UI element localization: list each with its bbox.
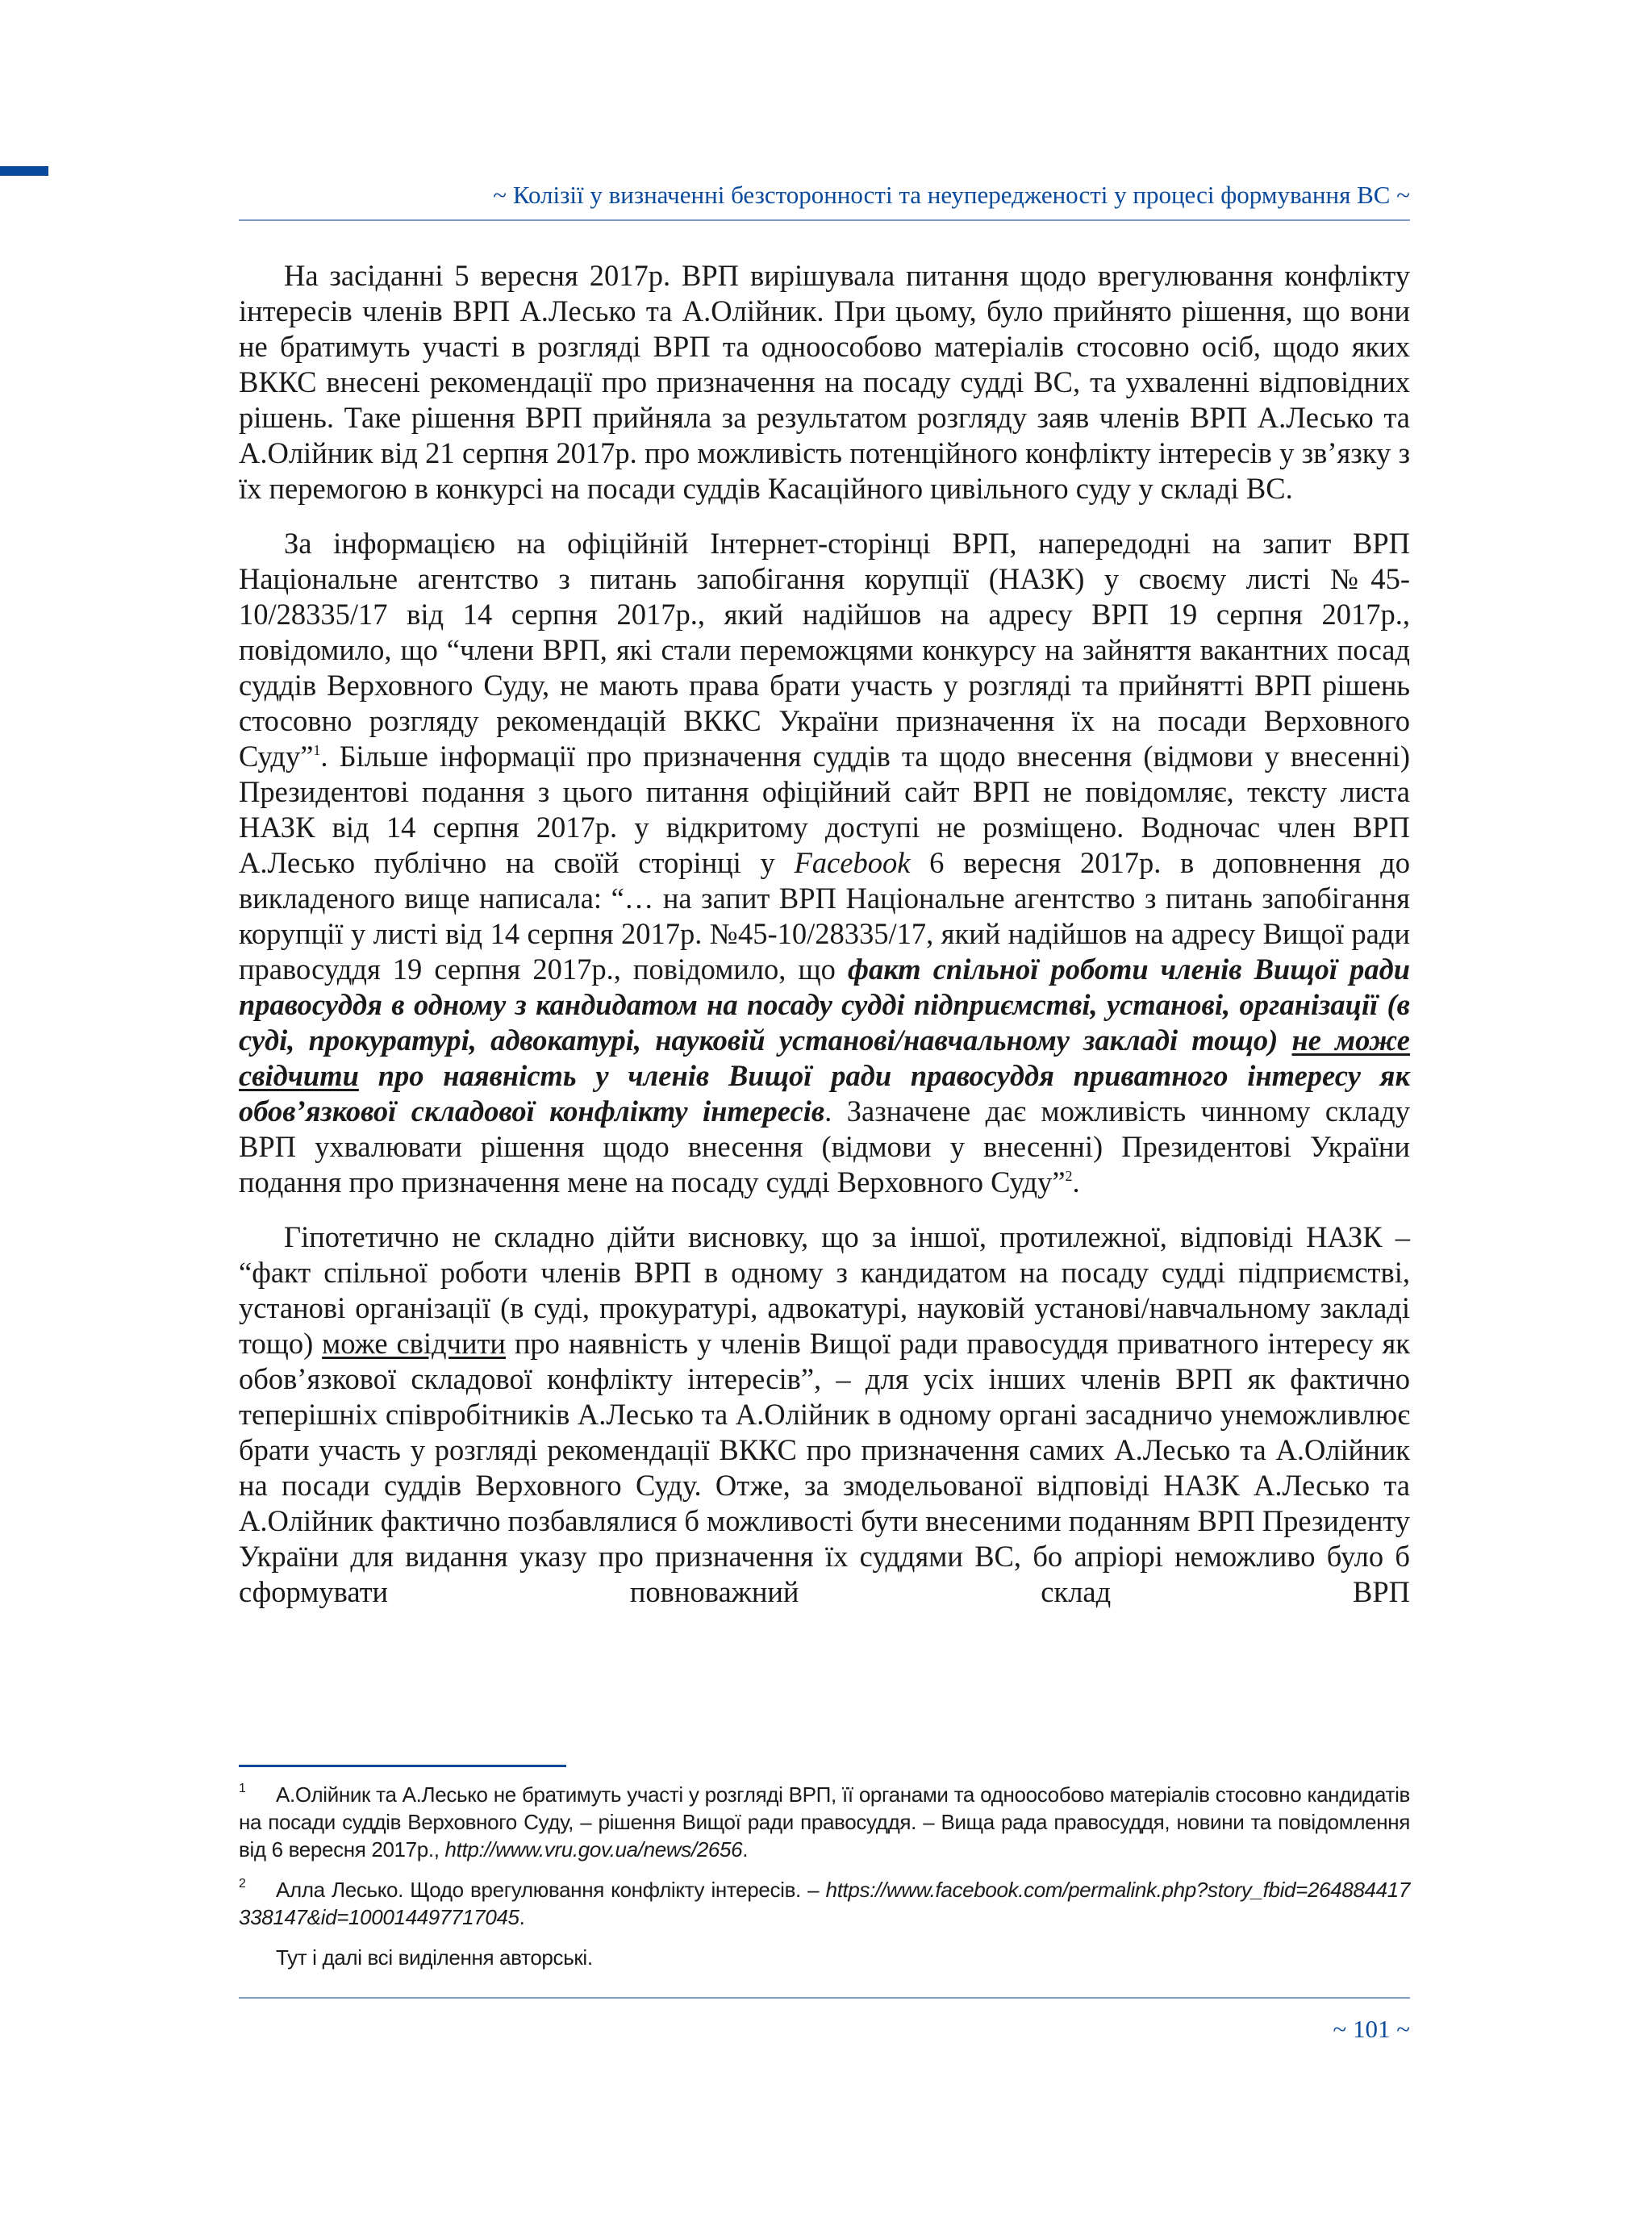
emphasis-note: Тут і далі всі виділення авторські. — [276, 1945, 593, 1970]
emphasis-underlined: не може свідчити — [239, 1024, 1410, 1092]
footnote-2-link[interactable]: https://www.facebook.com/permalink.php?story_fbid=264884417338147&id=100014497717045 — [239, 1878, 1410, 1929]
paragraph-2: За інформацією на офіційній Інтернет-сторінці ВРП, напередодні на запит ВРП Національне агентство з питань запобігання корупції (НАЗК) у своєму листі №45-10/28335/17 від 14 серпня 2017р., який надійшов на адресу ВРП 19 серпня 2017р., повідомило, що “члени ВРП, які стали переможцями конкурсу на зайняття вакантних посад суддів Верховного Суду, не мають права брати участь у розгляді та прийнятті ВРП рішень стосовно розгляду рекомендацій ВККС України призначення їх на посади Верховного Суду”$^1$. Більше інформації про призначення суддів та щодо внесення (відмови у внесенні) Президентові подання з цього питання офіційний сайт ВРП не повідомляє, тексту листа НАЗК від 14 серпня 2017р. у відкритому доступі не розміщено. Водночас член ВРП А.Лесько публічно на своїй сторінці у Facebook 6 вересня 2017р. в доповнення до викладеного вище написала: “… на запит ВРП Національне агентство з питань запобігання корупції у листі від 14 серпня 2017р. №45-10/28335/17, який надійшов на адресу Вищої ради правосуддя 19 серпня 2017р., повідомило, що факт спільної роботи членів Вищої ради правосуддя в одному з кандидатом на посаду судді підприємстві, установі, організації (в суді, прокуратурі, адвокатурі, науковій установі/навчальному закладі тощо) не може свідчити про наявність у членів Вищої ради правосуддя приватного інтересу як обов’язкової складової конфлікту інтересів. Зазначене дає можливість чинному складу ВРП ухвалювати рішення щодо внесення (відмови у внесенні) Президентові України подання про призначення мене на посаду судді Верховного Суду”$^2$. — [239, 527, 1410, 1199]
paragraph-3: Гіпотетично не складно дійти висновку, що за іншої, протилежної, відповіді НАЗК – “факт спільної роботи членів ВРП в одному з кандидатом на посаду судді підприємстві, установі організації (в суді, прокуратурі, адвокатурі, науковій установі/навчальному закладі тощо) може свідчити про наявність у членів Вищої ради правосуддя приватного інтересу як обов’язкової складової конфлікту інтересів”, – для усіх інших членів ВРП як фактично теперішніх співробітників А.Лесько та А.Олійник в одному органі засадничо унеможливлює брати участь у розгляді рекомендації ВККС про призначення самих А.Лесько та А.Олійник на посади суддів Верховного Суду. Отже, за змодельованої відповіді НАЗК А.Лесько та А.Олійник фактично позбавлялися б можливості бути внесеними поданням ВРП Президенту України для видання указу про призначення їх суддями ВС, бо апріорі неможливо було б сформувати повноважний склад ВРП — [239, 1220, 1410, 1608]
paragraph-1: На засіданні 5 вересня 2017р. ВРП вирішувала питання щодо врегулювання конфлікту інтересів членів ВРП А.Лесько та А.Олійник. При цьому, було прийнято рішення, що вони не братимуть участі в розгляді ВРП та одноособово матеріалів стосовно осіб, щодо яких ВККС внесені рекомендації про призначення на посаду судді ВС, та ухваленні відповідних рішень. Таке рішення ВРП прийняла за результатом розгляду заяв членів ВРП А.Лесько та А.Олійник від 21 серпня 2017р. про можливість потенційного конфлікту інтересів у зв’язку з їх перемогою в конкурсі на посади суддів Касаційного цивільного суду у складі ВС. — [239, 259, 1410, 505]
footnotes — [239, 1781, 1410, 1971]
facebook-italic: Facebook — [794, 846, 911, 879]
footnote-divider — [239, 1765, 566, 1767]
footnote-1-link[interactable]: http://www.vru.gov.ua/news/2656 — [444, 1837, 743, 1862]
footnote-ref-2[interactable]: 2 — [1065, 1168, 1073, 1184]
footer-divider — [239, 1997, 1410, 1999]
page-number: ~ 101 ~ — [1333, 2015, 1410, 2043]
footnote-1: 1 А.Олійник та А.Лесько не братимуть участі у розгляді ВРП, її органами та одноособово матеріалів стосовно кандидатів на посади суддів Верховного Суду, – рішення Вищої ради правосуддя. – Вища рада правосуддя, новини та повідомлення від 6 вересня 2017р., http://www.vru.gov.ua/news/2656. — [239, 1782, 1410, 1862]
edge-tab-marker — [0, 166, 48, 176]
footnote-2: 2 Алла Лесько. Щодо врегулювання конфлікту інтересів. – https://www.facebook.com/permalink.php?story_fbid=264884417338147&id=100014497717045. — [239, 1877, 1410, 1929]
emphasis-bold-1: факт спільної роботи членів Вищої ради правосуддя в одному з кандидатом на посаду судді підприємстві, установі, організації (в суді, прокуратурі, адвокатурі, науковій установі/навчальному закладі тощо) — [239, 953, 1410, 1057]
underlined-phrase: може свідчити — [322, 1327, 506, 1360]
page-body — [239, 258, 1410, 1610]
header-divider — [239, 219, 1410, 221]
footnote-ref-1[interactable]: 1 — [313, 742, 321, 758]
emphasis-bold-2: про наявність у членів Вищої ради правосуддя приватного інтересу як обов’язкової складової конфлікту інтересів — [239, 1059, 1410, 1128]
running-header: ~ Колізії у визначенні безсторонності та неупередженості у процесі формування ВС ~ — [493, 181, 1410, 209]
